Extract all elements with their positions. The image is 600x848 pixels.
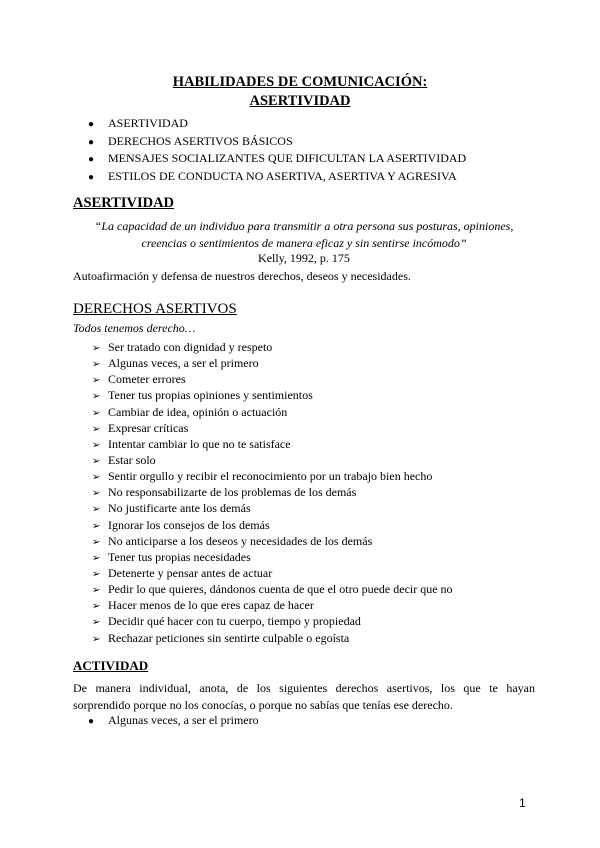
rights-intro: Todos tenemos derecho…: [73, 321, 196, 335]
arrow-bullet-icon: ➢: [92, 520, 101, 532]
activity-item: ● Algunas veces, a ser el primero: [88, 712, 259, 730]
contents-item: ● ESTILOS DE CONDUCTA NO ASERTIVA, ASERTIVA Y AGRESIVA: [88, 168, 466, 186]
rights-item: ➢ Intentar cambiar lo que no te satisface: [92, 436, 453, 452]
quote-line1: “La capacidad de un individuo para transmitir a otra persona sus posturas, opiniones,: [94, 219, 514, 233]
rights-item: ➢ Ser tratado con dignidad y respeto: [92, 339, 453, 355]
rights-list: [92, 339, 453, 646]
rights-item: ➢ No justificarte ante los demás: [92, 500, 453, 516]
document-title-line2: ASERTIVIDAD: [249, 93, 351, 109]
arrow-bullet-icon: ➢: [92, 617, 101, 629]
arrow-bullet-icon: ➢: [92, 633, 101, 645]
arrow-bullet-icon: ➢: [92, 359, 101, 371]
arrow-bullet-icon: ➢: [92, 343, 101, 354]
arrow-bullet-icon: ➢: [92, 536, 101, 548]
arrow-bullet-icon: ➢: [92, 568, 101, 580]
rights-item: ➢ Cambiar de idea, opinión o actuación: [92, 404, 453, 420]
arrow-bullet-icon: ➢: [92, 439, 101, 451]
bullet-icon: ●: [88, 119, 95, 130]
rights-item: ➢ Algunas veces, a ser el primero: [92, 355, 453, 371]
rights-item: ➢ Hacer menos de lo que eres capaz de hacer: [92, 597, 453, 613]
rights-item: ➢ Ignorar los consejos de los demás: [92, 517, 453, 533]
activity-text: [73, 680, 535, 714]
definition-text: Autoafirmación y defensa de nuestros derechos, deseos y necesidades.: [73, 269, 411, 283]
arrow-bullet-icon: ➢: [92, 407, 101, 419]
contents-item: ● ASERTIVIDAD: [88, 115, 466, 133]
arrow-bullet-icon: ➢: [92, 391, 101, 403]
arrow-bullet-icon: ➢: [92, 455, 101, 467]
rights-item: ➢ Sentir orgullo y recibir el reconocimiento por un trabajo bien hecho: [92, 468, 453, 484]
rights-item: ➢ Tener tus propias opiniones y sentimientos: [92, 387, 453, 403]
activity-text-line2: sorprendido porque no los conocías, o porque no sabías que tenías ese derecho.: [73, 698, 453, 712]
arrow-bullet-icon: ➢: [92, 504, 101, 516]
bullet-icon: ●: [88, 171, 95, 183]
bullet-icon: ●: [88, 716, 95, 727]
section-heading-actividad: ACTIVIDAD: [73, 658, 149, 673]
activity-list: [88, 712, 259, 730]
rights-item: ➢ Pedir lo que quieres, dándonos cuenta de que el otro puede decir que no: [92, 581, 453, 597]
arrow-bullet-icon: ➢: [92, 552, 101, 564]
arrow-bullet-icon: ➢: [92, 375, 101, 387]
section-heading-derechos: DERECHOS ASERTIVOS: [73, 301, 237, 317]
arrow-bullet-icon: ➢: [92, 423, 101, 435]
page-number: 1: [519, 796, 526, 810]
rights-item: ➢ Estar solo: [92, 452, 453, 468]
quote-citation: Kelly, 1992, p. 175: [258, 251, 350, 265]
quote-line2: creencias o sentimientos de manera eficaz y sin sentirse incómodo”: [141, 236, 467, 250]
rights-item: ➢ Tener tus propias necesidades: [92, 549, 453, 565]
contents-list: [88, 115, 466, 185]
rights-item: ➢ Detenerte y pensar antes de actuar: [92, 565, 453, 581]
rights-item: ➢ Cometer errores: [92, 371, 453, 387]
rights-item: ➢ Expresar críticas: [92, 420, 453, 436]
bullet-icon: ●: [88, 136, 95, 148]
activity-text-line1: De manera individual, anota, de los siguientes derechos asertivos, los que te hayan: [73, 681, 535, 695]
arrow-bullet-icon: ➢: [92, 585, 101, 597]
contents-item: ● DERECHOS ASERTIVOS BÁSICOS: [88, 133, 466, 151]
rights-item: ➢ Decidir qué hacer con tu cuerpo, tiempo y propiedad: [92, 613, 453, 629]
rights-item: ➢ Rechazar peticiones sin sentirte culpable o egoísta: [92, 630, 453, 646]
contents-item: ● MENSAJES SOCIALIZANTES QUE DIFICULTAN LA ASERTIVIDAD: [88, 150, 466, 168]
bullet-icon: ●: [88, 154, 95, 166]
arrow-bullet-icon: ➢: [92, 601, 101, 613]
rights-item: ➢ No anticiparse a los deseos y necesidades de los demás: [92, 533, 453, 549]
arrow-bullet-icon: ➢: [92, 472, 101, 484]
document-title-line1: HABILIDADES DE COMUNICACIÓN:: [172, 74, 428, 90]
arrow-bullet-icon: ➢: [92, 488, 101, 500]
section-heading-asertividad: ASERTIVIDAD: [73, 195, 175, 211]
rights-item: ➢ No responsabilizarte de los problemas de los demás: [92, 484, 453, 500]
